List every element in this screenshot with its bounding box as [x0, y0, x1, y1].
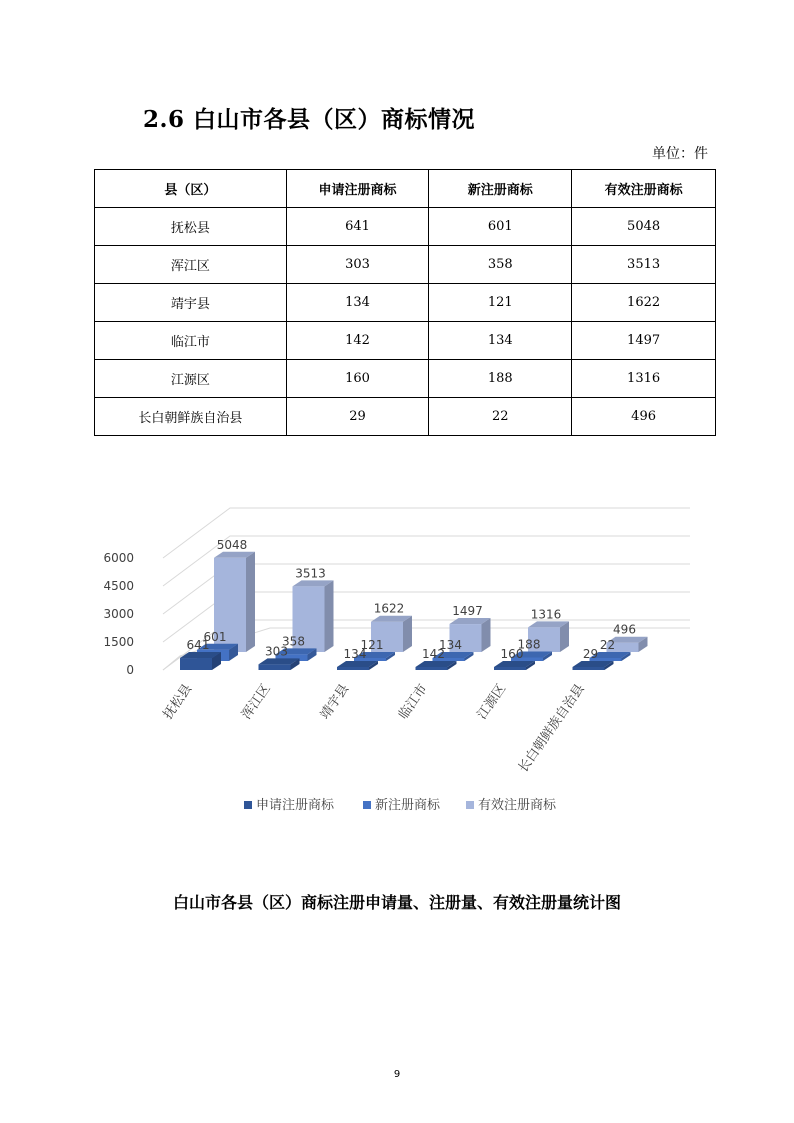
- bar-side-2: [403, 616, 412, 652]
- legend-swatch: [244, 801, 252, 809]
- trademark-3d-bar-chart: [90, 488, 710, 833]
- table-row: [95, 208, 716, 246]
- data-label: 134: [439, 638, 462, 652]
- cell-county: 长白朝鲜族自治县: [95, 398, 287, 436]
- bar-side-2: [325, 580, 334, 652]
- cell-new: 121: [429, 284, 572, 322]
- data-label: 142: [422, 647, 445, 661]
- data-label: 1622: [373, 601, 405, 616]
- cell-county: 临江市: [95, 322, 287, 360]
- x-category-label: 临江市: [396, 681, 431, 723]
- y-tick-label: 3000: [103, 607, 134, 621]
- cell-valid: 1622: [572, 284, 716, 322]
- bar-front-0: [573, 667, 605, 670]
- legend-label: 申请注册商标: [256, 798, 335, 813]
- bar-front-0: [337, 667, 369, 670]
- legend-label: 有效注册商标: [478, 798, 557, 813]
- y-tick-label: 6000: [103, 551, 134, 565]
- y-tick-label: 1500: [103, 635, 134, 649]
- cell-valid: 1497: [572, 322, 716, 360]
- header-valid-registrations: 有效注册商标: [572, 170, 716, 208]
- legend-swatch: [466, 801, 474, 809]
- data-label: 496: [613, 622, 636, 637]
- cell-county: 抚松县: [95, 208, 287, 246]
- data-label: 3513: [295, 566, 326, 581]
- cell-valid: 496: [572, 398, 716, 436]
- data-label: 303: [265, 644, 288, 659]
- data-label: 641: [186, 638, 210, 653]
- data-label: 134: [343, 647, 367, 661]
- x-category-label: 浑江区: [239, 681, 274, 723]
- page-number: 9: [393, 1069, 401, 1080]
- table-row: [95, 360, 716, 398]
- data-label: 601: [203, 629, 227, 644]
- data-label: 121: [360, 638, 384, 652]
- y-tick-label: 0: [126, 663, 134, 677]
- data-label: 22: [599, 638, 616, 652]
- x-category-label: 靖宇县: [317, 681, 353, 723]
- bar-front-0: [494, 667, 526, 670]
- table-row: [95, 284, 716, 322]
- header-county: 县（区）: [95, 170, 287, 208]
- header-new-registrations: 新注册商标: [429, 170, 572, 208]
- table-row: [95, 246, 716, 284]
- header-applications: 申请注册商标: [286, 170, 429, 208]
- section-title: 2.6 白山市各县（区）商标情况: [143, 106, 476, 133]
- table-header-row: [95, 170, 716, 208]
- data-label: 1497: [452, 604, 483, 619]
- chart-caption: 白山市各县（区）商标注册申请量、注册量、有效注册量统计图: [172, 893, 621, 912]
- bar-front-0: [259, 664, 291, 670]
- data-label: 188: [517, 637, 541, 652]
- data-label: 160: [500, 647, 524, 661]
- bar-side-2: [246, 552, 255, 652]
- data-label: 5048: [216, 537, 248, 552]
- cell-county: 浑江区: [95, 246, 287, 284]
- cell-applications: 29: [286, 398, 429, 436]
- data-label: 358: [282, 634, 305, 649]
- cell-valid: 1316: [572, 360, 716, 398]
- legend-label: 新注册商标: [375, 798, 441, 813]
- cell-applications: 641: [286, 208, 429, 246]
- cell-applications: 142: [286, 322, 429, 360]
- y-tick-label: 4500: [103, 579, 134, 593]
- cell-applications: 303: [286, 246, 429, 284]
- bar-front-0: [416, 667, 448, 670]
- data-label: 1316: [530, 607, 562, 622]
- bar-front-0: [180, 658, 212, 670]
- x-category-label: 长白朝鲜族自治县: [515, 681, 588, 776]
- trademark-table: [94, 169, 716, 436]
- cell-new: 188: [429, 360, 572, 398]
- cell-valid: 5048: [572, 208, 716, 246]
- x-category-label: 抚松县: [160, 681, 196, 723]
- table-row: [95, 322, 716, 360]
- cell-valid: 3513: [572, 246, 716, 284]
- cell-county: 江源区: [95, 360, 287, 398]
- cell-new: 134: [429, 322, 572, 360]
- unit-label: 单位：件: [652, 146, 708, 162]
- cell-new: 358: [429, 246, 572, 284]
- data-label: 29: [582, 647, 599, 661]
- cell-new: 601: [429, 208, 572, 246]
- cell-applications: 134: [286, 284, 429, 322]
- table-row: [95, 398, 716, 436]
- x-category-label: 江源区: [474, 681, 510, 723]
- cell-new: 22: [429, 398, 572, 436]
- legend-swatch: [363, 801, 371, 809]
- cell-county: 靖宇县: [95, 284, 287, 322]
- cell-applications: 160: [286, 360, 429, 398]
